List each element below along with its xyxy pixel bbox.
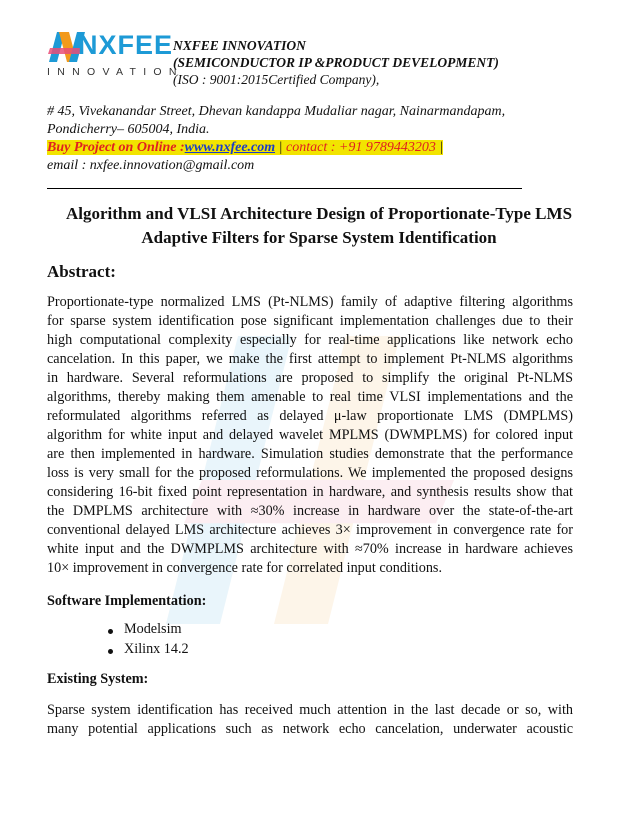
logo-subtitle: INNOVATION [47,66,184,78]
bullet-icon [108,629,113,634]
abstract-line: algorithms, thereby making them amenable to real time VLSI implementations and the [47,389,573,405]
contact-end: | [435,140,444,155]
logo-wordmark: NXFEE [78,30,174,60]
software-item: Modelsim [124,621,182,637]
email-line: email : nxfee.innovation@gmail.com [47,158,255,173]
abstract-line: 10× improvement in convergence rate for correlated input conditions. [47,560,443,576]
abstract-line: high computational complexity especially for real-time applications like network echo [47,332,573,348]
abstract-line: white input and the DWMPLMS architecture with ≈70% increase in hardware achieves [47,541,573,557]
company-iso: (ISO : 9001:2015Certified Company), [173,72,380,87]
buy-online-label: Buy Project on Online : [47,140,185,155]
address-line-1: # 45, Vivekanandar Street, Dhevan kandappa Mudaliar nagar, Nainarmandapam, [47,104,506,119]
existing-paragraph [47,701,573,739]
header-divider [47,188,522,189]
address-line-2: Pondicherry– 605004, India. [47,122,210,137]
paper-title [40,202,598,250]
bullet-icon [108,649,113,654]
contact-phone: contact : +91 9789443203 [286,140,436,155]
contact-separator: | [275,140,287,155]
abstract-line: algorithm for white input and delayed wavelet MPLMS (DWMPLMS) for colored input [47,427,573,443]
abstract-line: are then implemented in hardware. Simulation studies demonstrate that the performance [47,446,573,462]
title-line-2: Adaptive Filters for Sparse System Identification [141,228,497,247]
abstract-heading: Abstract: [47,262,116,281]
abstract-line: considering 16-bit fixed point representation in hardware, and synthesis results show that [47,484,573,500]
website-link[interactable]: www.nxfee.com [184,140,276,155]
existing-line: Sparse system identification has received much attention in the last decade or so, with [47,702,573,718]
company-tagline: (SEMICONDUCTOR IP &PRODUCT DEVELOPMENT) [173,55,499,70]
abstract-line: for sparse system identification pose significant implementation challenges due to their [47,313,573,329]
abstract-line: cancelation. In this paper, we make the first attempt to implement Pt-NLMS algorithms [47,351,573,367]
title-line-1: Algorithm and VLSI Architecture Design of Proportionate-Type LMS [65,204,573,223]
software-heading: Software Implementation: [47,593,207,609]
existing-system-heading: Existing System: [47,671,149,687]
software-item: Xilinx 14.2 [124,641,189,657]
existing-line: many potential applications such as network echo cancelation, underwater acoustic [47,721,573,737]
company-name: NXFEE INNOVATION [173,38,306,53]
abstract-line: the DMPLMS architecture with ≈30% increase in hardware over the state-of-the-art [47,503,573,519]
abstract-line: loss is very small for the proposed reformulations. We implemented the proposed designs [47,465,573,481]
abstract-line: in hardware. Several reformulations are proposed to simplify the original Pt-NLMS [47,370,573,386]
abstract-line: reformulated algorithms referred as delayed μ-law proportionate LMS (DMPLMS) [47,408,573,424]
contact-line [47,140,443,156]
abstract-paragraph [47,293,573,578]
abstract-line: Proportionate-type normalized LMS (Pt-NLMS) family of adaptive filtering algorithms [47,294,573,310]
abstract-line: conventional delayed LMS architecture achieves 3× improvement in convergence rate for [47,522,573,538]
